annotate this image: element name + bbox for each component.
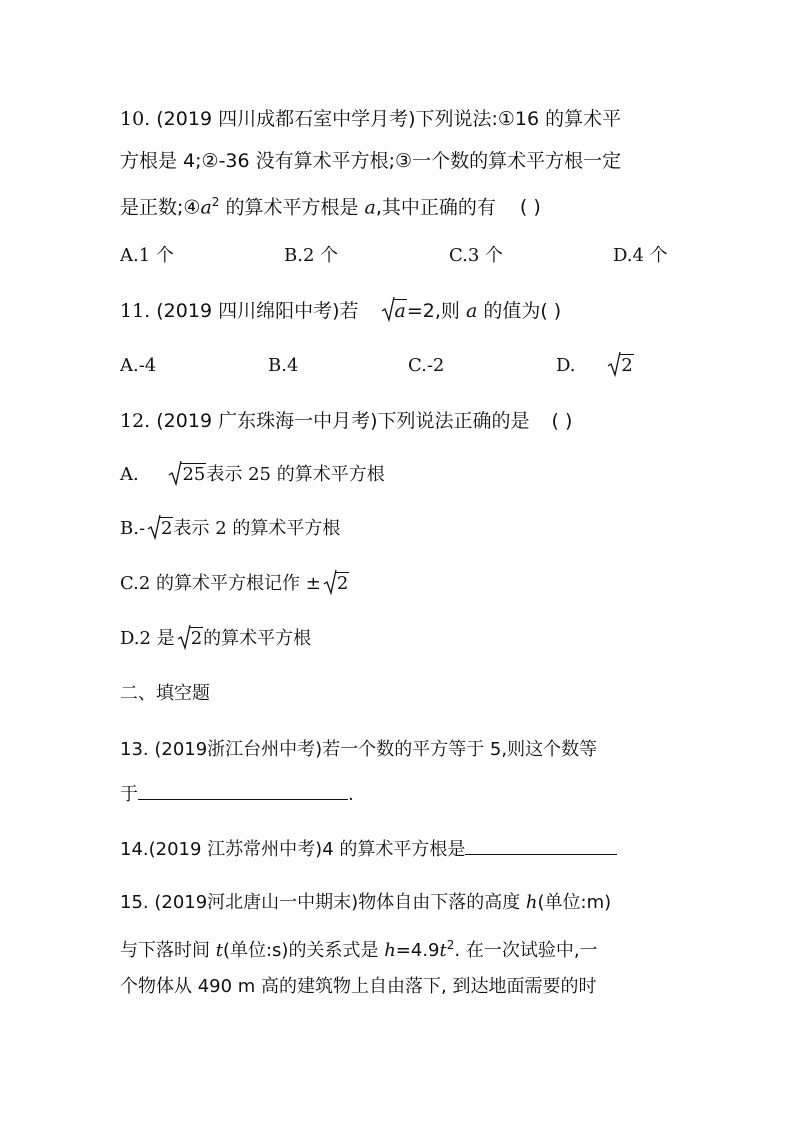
q11-option-c[interactable]: C.-2: [408, 355, 445, 376]
q12-option-c[interactable]: [120, 571, 349, 597]
radical-icon: [607, 351, 621, 377]
q10-option-b[interactable]: B.2 个: [284, 245, 339, 266]
q12-number: 12.: [120, 410, 151, 432]
q10-option-c[interactable]: C.3 个: [449, 245, 504, 266]
q11-radicand: a: [394, 300, 406, 322]
q11-option-d-radicand: 2: [621, 355, 633, 376]
q10-answer-parens[interactable]: ( ): [519, 196, 541, 219]
q15-var-t: t: [215, 940, 223, 961]
q10-line-2: [120, 148, 621, 174]
q15-text-2a: 与下落时间: [120, 940, 216, 961]
radical-icon: [168, 460, 182, 486]
q13-line-2: [120, 779, 354, 808]
q12-option-a-text: 表示 25 的算术平方根: [206, 464, 385, 485]
radical-icon: [147, 514, 161, 540]
q10-text-3c: ,其中正确的有: [375, 196, 496, 219]
radical-icon: [381, 296, 395, 322]
q11-option-b[interactable]: B.4: [268, 355, 299, 376]
q12-option-b-radicand: 2: [161, 518, 173, 539]
radical-icon: [323, 569, 337, 595]
q12-option-d-text-a: D.2 是: [120, 628, 175, 649]
q11-sqrt: [381, 298, 407, 324]
q15-line-2: [120, 932, 598, 964]
q15-var-t2: t: [439, 940, 447, 961]
q10-option-a[interactable]: A.1 个: [120, 245, 174, 266]
q15-line-3: 个物体从 490 m 高的建筑物上自由落下, 到达地面需要的时: [120, 976, 597, 997]
q12-option-a-label: A.: [120, 464, 139, 485]
q14-text: 14.(2019 江苏常州中考)4 的算术平方根是: [120, 839, 466, 860]
q12-option-a-sqrt: [168, 462, 206, 488]
q12-option-d-sqrt: [177, 626, 203, 652]
q10-var-a2: a: [364, 196, 376, 219]
q13-answer-blank[interactable]: [138, 779, 348, 800]
q11-text-c: 的值为: [477, 300, 541, 322]
q14-answer-blank[interactable]: [465, 834, 617, 855]
q15-text-2d: . 在一次试验中,一: [454, 940, 598, 961]
q10-option-d[interactable]: D.4 个: [613, 245, 668, 266]
q15-text-2c: =4.9: [395, 940, 440, 961]
q12-option-c-radicand: 2: [336, 573, 349, 594]
q13-text-b: .: [348, 784, 354, 805]
q12-answer-parens[interactable]: ( ): [551, 410, 573, 432]
q12-option-a[interactable]: [120, 462, 385, 488]
q10-line-1: [120, 106, 621, 132]
q15-text-1a: 15. (2019河北唐山一中期末)物体自由下落的高度: [120, 892, 526, 913]
q10-line-3: [120, 189, 541, 220]
q13-text-a: 于: [120, 784, 138, 805]
q12-option-d[interactable]: [120, 626, 311, 652]
q11-option-d-sqrt: [607, 353, 633, 379]
radical-icon: [177, 624, 191, 650]
q12-text: (2019 广东珠海一中月考)下列说法正确的是: [156, 410, 530, 432]
q11-answer-parens[interactable]: ( ): [540, 300, 562, 322]
q12-option-c-sqrt: [323, 571, 349, 597]
q15-var-h: h: [525, 892, 538, 913]
section-heading: 二、填空题: [120, 683, 210, 704]
q11-text-b: =2,则: [406, 300, 466, 322]
q15-var-h2: h: [384, 940, 396, 961]
q11-var: a: [465, 300, 478, 322]
q15-text-2b: (单位:s)的关系式是: [222, 940, 385, 961]
q15-exponent: 2: [446, 938, 455, 952]
q10-number: 10.: [120, 108, 151, 130]
q11-text-a: (2019 四川绵阳中考)若: [156, 300, 359, 322]
q15-text-1b: (单位:m): [537, 892, 612, 913]
q10-text-1: (2019 四川成都石室中学月考)下列说法:①16 的算术平: [156, 108, 622, 130]
q14-line: [120, 834, 617, 863]
q12-line: [120, 408, 572, 434]
q11-line: [120, 298, 561, 324]
q13-line-1: 13. (2019浙江台州中考)若一个数的平方等于 5,则这个数等: [120, 739, 598, 760]
q10-text-3a: 是正数;④: [120, 196, 201, 219]
q12-option-c-text: C.2 的算术平方根记作 ±: [120, 573, 321, 594]
q12-option-d-radicand: 2: [190, 628, 203, 649]
q11-number: 11.: [120, 300, 151, 322]
q12-option-b-sqrt: [147, 516, 173, 542]
q10-text-2: 方根是 4;②-36 没有算术平方根;③一个数的算术平方根一定: [120, 150, 622, 172]
q11-option-d[interactable]: [556, 353, 634, 379]
q12-option-b[interactable]: [120, 516, 340, 542]
q12-option-d-text-b: 的算术平方根: [203, 628, 312, 649]
q10-exponent: 2: [211, 195, 220, 209]
q12-option-b-text: 表示 2 的算术平方根: [173, 518, 341, 539]
q11-option-a[interactable]: A.-4: [120, 355, 157, 376]
q15-line-1: [120, 890, 611, 916]
q11-option-d-label: D.: [556, 355, 576, 376]
q12-option-b-label: B.-: [120, 518, 146, 539]
q10-text-3b: 的算术平方根是: [219, 196, 365, 219]
q10-var-a: a: [200, 196, 212, 219]
q12-option-a-radicand: 25: [182, 464, 206, 485]
